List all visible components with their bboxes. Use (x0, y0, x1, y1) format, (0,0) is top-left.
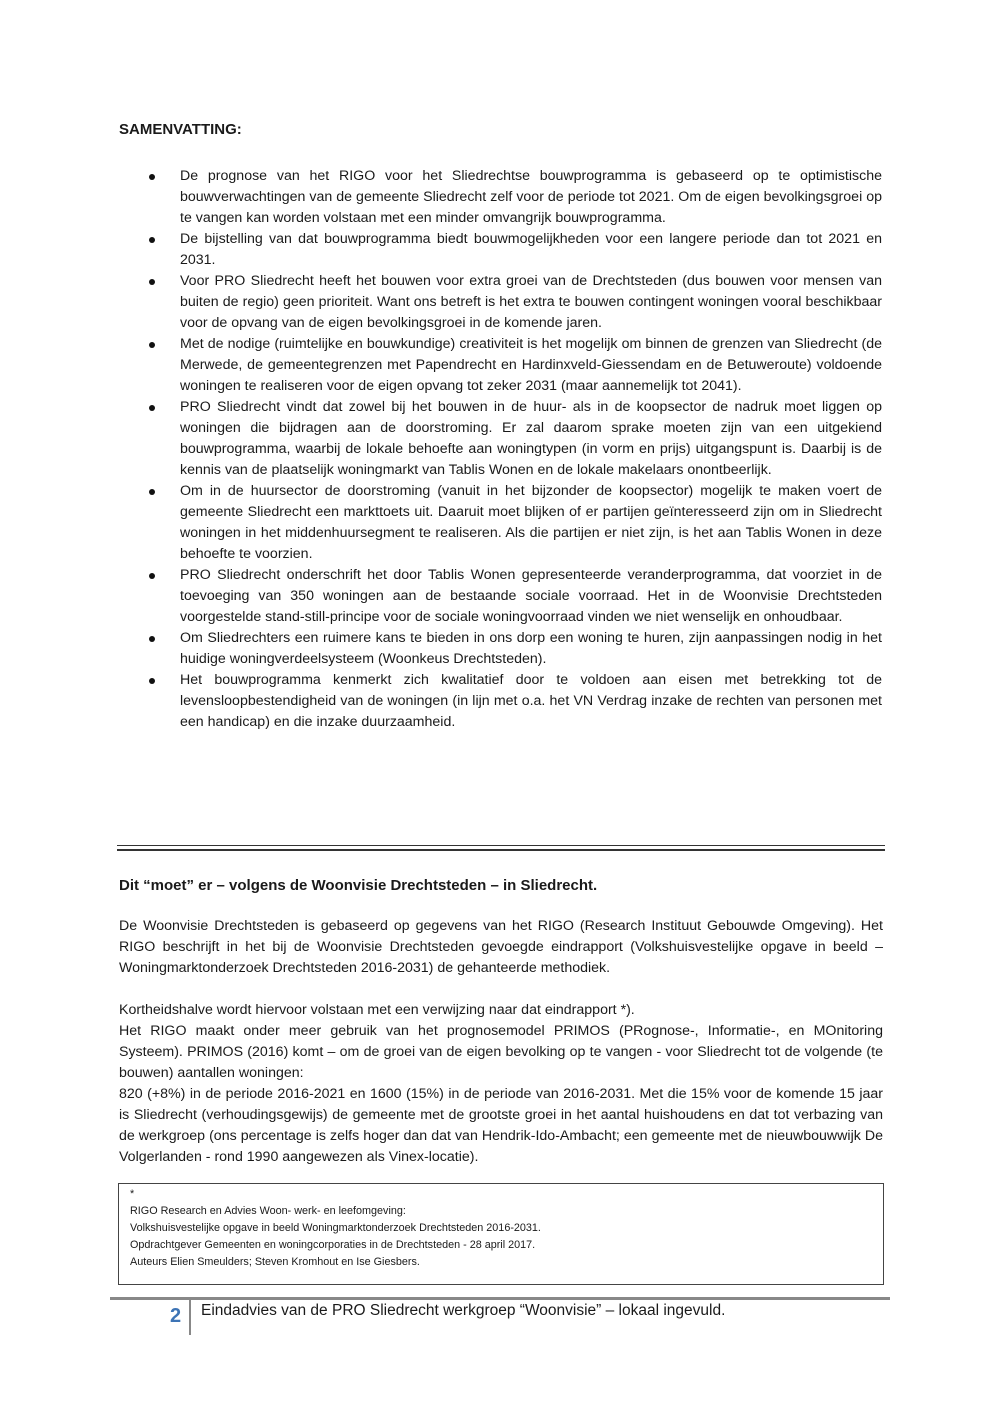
paragraph-2-line: Het RIGO maakt onder meer gebruik van het prognosemodel PRIMOS (PRognose-, Informatie-, en MOnitoring Systeem). PRIMOS (2016) komt – om de groei van de eigen bevolking op te vangen - voor Sliedrecht tot de volgende (te bouwen) aantallen woningen: (119, 1023, 883, 1081)
footnote-marker: * (130, 1188, 135, 1200)
page-number: 2 (170, 1305, 182, 1327)
footer-title: Eindadvies van de PRO Sliedrecht werkgroep “Woonvisie” – lokaal ingevuld. (201, 1302, 726, 1319)
summary-heading: SAMENVATTING: (119, 121, 242, 138)
summary-bullet: Met de nodige (ruimtelijke en bouwkundige) creativiteit is het mogelijk om binnen de grenzen van Sliedrecht (de Merwede, de gemeentegrenzen met Papendrecht en Hardinxveld-Giessendam en de Betuweroute) voldoende woningen te realiseren voor de eigen opvang tot zeker 2031 (maar aannemelijk tot 2041). (146, 334, 882, 397)
footnote-line: Opdrachtgever Gemeenten en woningcorporaties in de Drechtsteden - 28 april 2017. (130, 1239, 536, 1251)
footnote-box (118, 1183, 884, 1285)
section-paragraph-1: De Woonvisie Drechtsteden is gebaseerd op gegevens van het RIGO (Research Instituut Gebouwde Omgeving). Het RIGO beschrijft in het bij de Woonvisie Drechtsteden gevoegde eindrapport (Volkshuisvestelijke opgave in beeld – Woningmarktonderzoek Drechtsteden 2016-2031) de gehanteerde methodiek. (119, 918, 883, 976)
section-heading: Dit “moet” er – volgens de Woonvisie Drechtsteden – in Sliedrecht. (119, 877, 598, 894)
summary-bullet: Om in de huursector de doorstroming (vanuit in het bijzonder de koopsector) mogelijk te maken voert de gemeente Sliedrecht een markttoets uit. Daaruit moet blijken of er partijen geïnteresseerd zijn om in Sliedrecht woningen in het middenhuursegment te realiseren. Als die partijen er niet zijn, is het aan Tablis Wonen in deze behoefte te voorzien. (146, 481, 882, 565)
paragraph-2-line: 820 (+8%) in de periode 2016-2021 en 1600 (15%) in de periode van 2016-2031. Met die 15% voor de komende 15 jaar is Sliedrecht (verhoudingsgewijs) de gemeente met de grootste groei in het aantal huishoudens en dat tot verbazing van de werkgroep (ons percentage is zelfs hoger dan dat van Hendrik-Ido-Ambacht; een gemeente met de nieuwbouwwijk De Volgerlanden - rond 1990 aangewezen als Vinex-locatie). (119, 1086, 883, 1165)
summary-bullet: Voor PRO Sliedrecht heeft het bouwen voor extra groei van de Drechtsteden (dus bouwen voor mensen van buiten de regio) geen prioriteit. Want ons betreft is het extra te bouwen contingent woningen vooral beschikbaar voor de opvang van de eigen bevolkingsgroei in de komende jaren. (146, 271, 882, 334)
summary-bullet: PRO Sliedrecht vindt dat zowel bij het bouwen in de huur- als in de koopsector de nadruk moet liggen op woningen die bijdragen aan de doorstroming. Er zal daarom sprake moeten zijn van een uitgekiend bouwprogramma, waarbij de lokale behoefte aan woningtypen (in vorm en prijs) uitgangspunt is. Daarbij is de kennis van de plaatselijk woningmarkt van Tablis Wonen en de lokale makelaars onontbeerlijk. (146, 397, 882, 481)
footer-rule (110, 1297, 890, 1300)
paragraph-2-line: Kortheidshalve wordt hiervoor volstaan met een verwijzing naar dat eindrapport *). (119, 1002, 635, 1018)
summary-bullet-list (146, 166, 882, 733)
summary-bullet: De prognose van het RIGO voor het Sliedrechtse bouwprogramma is gebaseerd op te optimistische bouwverwachtingen van de gemeente Sliedrecht zelf voor de periode tot 2021. Om de eigen bevolkingsgroei op te vangen kan worden volstaan met een minder omvangrijk bouwprogramma. (146, 166, 882, 229)
footnote-line: Auteurs Elien Smeulders; Steven Kromhout en Ise Giesbers. (130, 1256, 420, 1268)
summary-bullet: Het bouwprogramma kenmerkt zich kwalitatief door te voldoen aan eisen met betrekking tot de levensloopbestendigheid van de woningen (in lijn met o.a. het VN Verdrag inzake de rechten van personen met een handicap) en die inzake duurzaamheid. (146, 670, 882, 733)
summary-bullet: De bijstelling van dat bouwprogramma biedt bouwmogelijkheden voor een langere periode dan tot 2021 en 2031. (146, 229, 882, 271)
summary-bullet: Om Sliedrechters een ruimere kans te bieden in ons dorp een woning te huren, zijn aanpassingen nodig in het huidige woningverdeelsysteem (Woonkeus Drechtsteden). (146, 628, 882, 670)
section-divider-thin (117, 845, 885, 846)
footnote-line: Volkshuisvestelijke opgave in beeld Woningmarktonderzoek Drechtsteden 2016-2031. (130, 1222, 541, 1234)
footer-separator (189, 1300, 191, 1335)
section-divider-thick (117, 849, 885, 851)
summary-bullet: PRO Sliedrecht onderschrift het door Tablis Wonen gepresenteerde veranderprogramma, dat voorziet in de toevoeging van 350 woningen aan de bestaande sociale voorraad. Het in de Woonvisie Drechtsteden voorgestelde stand-still-principe voor de sociale woningvoorraad vinden we niet wenselijk en onhoudbaar. (146, 565, 882, 628)
footnote-line: RIGO Research en Advies Woon- werk- en leefomgeving: (130, 1205, 406, 1217)
section-paragraph-2 (119, 1000, 883, 1168)
